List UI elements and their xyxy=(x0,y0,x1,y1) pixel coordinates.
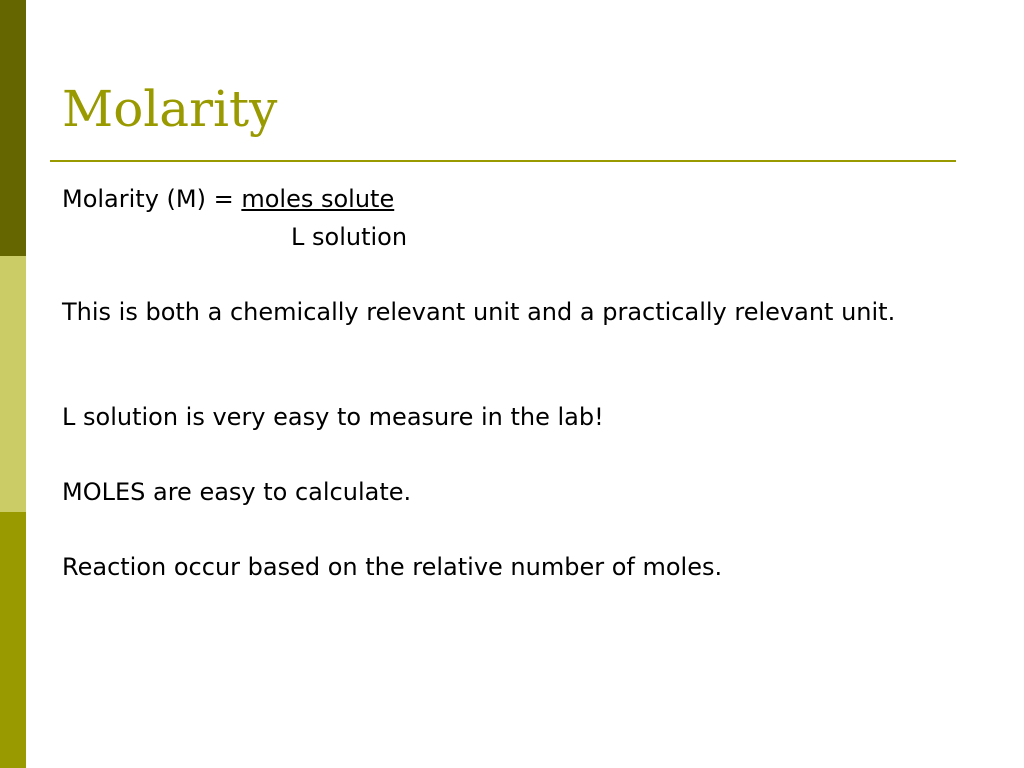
formula-numerator: moles solute xyxy=(241,185,395,213)
paragraph-units: This is both a chemically relevant unit and a practically relevant unit. xyxy=(62,298,896,326)
slide-title: Molarity xyxy=(62,80,278,138)
side-bar-middle-segment xyxy=(0,256,26,512)
title-underline-rule xyxy=(50,160,956,162)
formula-lhs: Molarity (M) = xyxy=(62,185,242,213)
side-bar-bottom-segment xyxy=(0,512,26,768)
paragraph-reaction: Reaction occur based on the relative number of moles. xyxy=(62,553,723,581)
formula-line xyxy=(62,184,394,214)
paragraph-measure: L solution is very easy to measure in the lab! xyxy=(62,403,604,431)
formula-denominator: L solution xyxy=(291,223,408,251)
paragraph-moles: MOLES are easy to calculate. xyxy=(62,478,412,506)
side-bar-top-segment xyxy=(0,0,26,256)
